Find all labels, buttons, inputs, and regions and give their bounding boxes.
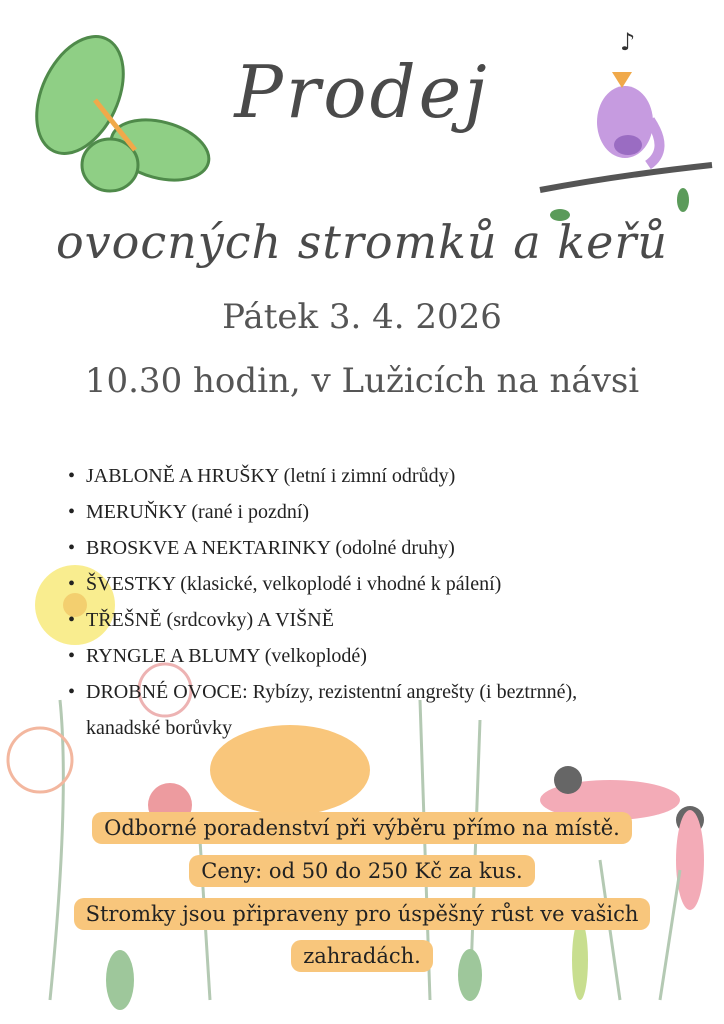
ready-note: Stromky jsou připraveny pro úspěšný růst ve vašich	[0, 902, 724, 926]
list-item: • MERUŇKY (rané i pozdní)	[68, 501, 310, 523]
list-item: • JABLONĚ A HRUŠKY (letní i zimní odrůdy)	[68, 465, 456, 487]
page-title: Prodej	[234, 50, 490, 134]
ready-note-continued: zahradách.	[0, 944, 724, 968]
event-time-place: 10.30 hodin, v Lužicích na návsi	[84, 361, 640, 401]
list-item: • BROSKVE A NEKTARINKY (odolné druhy)	[68, 537, 455, 559]
list-item: • DROBNÉ OVOCE: Rybízy, rezistentní angrešty (i beztrnné),	[68, 681, 578, 703]
page-subtitle: ovocných stromků a keřů	[55, 215, 669, 269]
svg-text:♪: ♪	[620, 28, 636, 56]
list-item: • RYNGLE A BLUMY (velkoplodé)	[68, 645, 367, 667]
product-list	[66, 458, 577, 746]
list-item-continuation: kanadské borůvky	[86, 717, 233, 739]
advice-note: Odborné poradenství při výběru přímo na místě.	[0, 816, 724, 840]
price-note: Ceny: od 50 do 250 Kč za kus.	[0, 859, 724, 883]
event-date: Pátek 3. 4. 2026	[222, 297, 502, 337]
list-item: • TŘEŠNĚ (srdcovky) A VIŠNĚ	[68, 609, 334, 631]
list-item: • ŠVESTKY (klasické, velkoplodé i vhodné k pálení)	[68, 573, 502, 595]
